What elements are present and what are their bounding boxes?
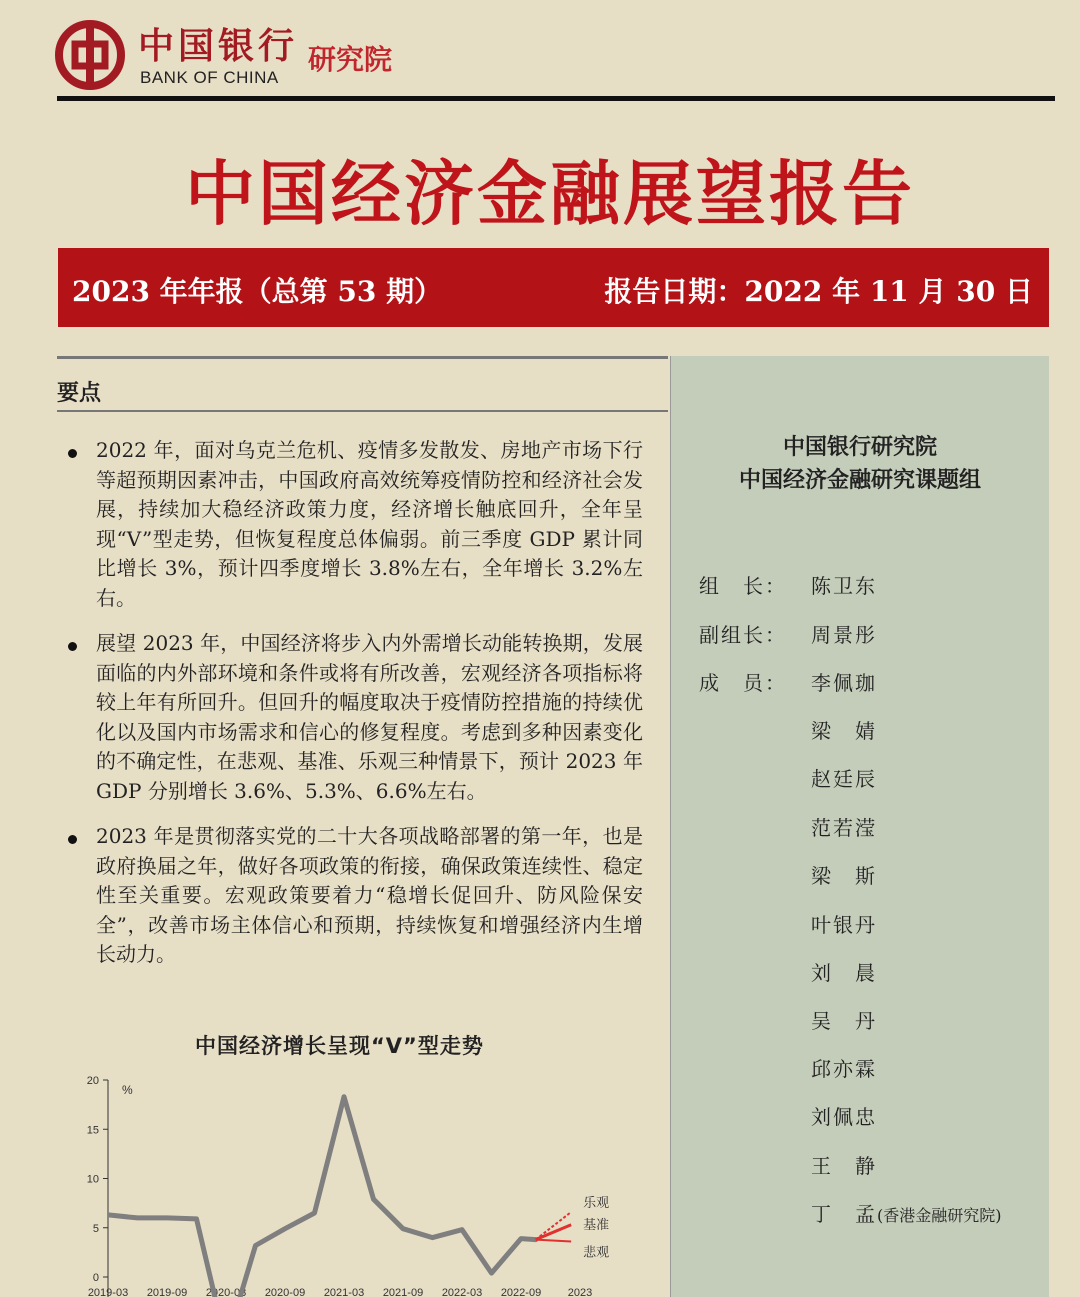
- y-tick-label: 0: [92, 1272, 99, 1284]
- report-date: 报告日期：2022 年 11 月 30 日: [604, 275, 1033, 308]
- member-name: 赵廷辰: [811, 767, 877, 791]
- section-divider-top: [57, 356, 668, 359]
- key-point-text: 展望 2023 年，中国经济将步入内外需增长动能转换期，发展面临的内外部环境和条件或将有所改善，宏观经济各项指标将较上年有所回升。但回升的幅度取决于疫情防控措施的持续优化以及国内市场需求和信心的修复程度。考虑到多种因素变化的不确定性，在悲观、基准、乐观三种情景下，预计 2023 年 GDP 分别增长 3.6%、5.3%、6.6%左右。: [96, 631, 643, 803]
- edition-band: [58, 248, 1049, 327]
- bullet-icon: [68, 642, 77, 651]
- member-name: 梁 斯: [811, 864, 877, 888]
- key-point-item: [68, 629, 643, 806]
- x-tick-label: 2019-09: [146, 1287, 188, 1297]
- role-members: 成 员：: [699, 671, 787, 695]
- y-tick-label: 20: [86, 1075, 99, 1087]
- team-name: 中国经济金融研究课题组: [738, 468, 981, 493]
- logo-chinese-name: 中国银行: [138, 25, 299, 67]
- key-point-text: 2022 年，面对乌克兰危机、疫情多发散发、房地产市场下行等超预期因素冲击，中国政府高效统筹疫情防控和经济社会发展，持续加大稳经济政策力度，经济增长触底回升，全年呈现“V”型走势，但恢复程度总体偏弱。前三季度 GDP 累计同比增长 3%，预计四季度增长 3.8%左右，全年增长 3.2%左右。: [96, 438, 643, 610]
- key-point-item: [68, 822, 643, 970]
- role-deputy: 副组长：: [699, 623, 787, 647]
- member-name: [811, 1198, 1002, 1227]
- y-tick-label: 15: [86, 1124, 99, 1137]
- bullet-icon: [68, 449, 77, 458]
- member-name: 吴 丹: [811, 1009, 877, 1033]
- member-name: 邱亦霖: [811, 1057, 877, 1081]
- member-name: 王 静: [811, 1154, 877, 1178]
- edition-label: 2023 年年报（总第 53 期）: [72, 275, 443, 308]
- x-tick-label: 2023: [567, 1287, 593, 1297]
- x-tick-label: 2019-03: [87, 1287, 129, 1297]
- y-tick-label: 10: [86, 1173, 99, 1186]
- member-name: 梁 婧: [811, 719, 877, 743]
- y-tick-label: 5: [92, 1222, 99, 1235]
- member-name: 李佩珈: [811, 671, 877, 695]
- member-name: 范若滢: [811, 816, 877, 840]
- key-point-text: 2023 年是贯彻落实党的二十大各项战略部署的第一年，也是政府换届之年，做好各项政策的衔接，确保政策连续性、稳定性至关重要。宏观政策要着力“稳增长促回升、防风险保安全”，改善市场主体信心和预期，持续恢复和增强经济内生增长动力。: [96, 824, 643, 966]
- deputy-name: 周景彤: [811, 623, 877, 647]
- gdp-history-line: [108, 1097, 536, 1297]
- section-divider-bottom: [57, 410, 668, 412]
- bullet-icon: [68, 835, 77, 844]
- forecast-line: [536, 1240, 571, 1242]
- y-axis-unit: %: [122, 1083, 133, 1097]
- leader-name: 陈卫东: [811, 574, 877, 598]
- x-tick-label: 2020-03: [205, 1287, 247, 1297]
- logo-english-name: BANK OF CHINA: [140, 68, 279, 87]
- member-affiliation: (香港金融研究院): [877, 1206, 1002, 1225]
- key-points-list: [68, 436, 643, 986]
- member-name-text: 丁 孟: [811, 1202, 877, 1226]
- bank-of-china-logo-icon: [55, 20, 125, 90]
- scenario-label: 悲观: [583, 1245, 610, 1261]
- x-tick-label: 2021-09: [382, 1287, 424, 1297]
- key-points-heading: 要点: [57, 381, 102, 406]
- member-name: 叶银丹: [811, 913, 877, 937]
- header-divider: [57, 96, 1055, 101]
- gdp-growth-chart: [60, 1065, 620, 1297]
- institute-label: 研究院: [308, 43, 393, 76]
- report-title: 中国经济金融展望报告: [185, 153, 915, 235]
- header: [0, 0, 1080, 110]
- key-point-item: [68, 436, 643, 613]
- x-tick-label: 2021-03: [323, 1287, 365, 1297]
- research-team-panel: [670, 356, 1049, 1297]
- scenario-label: 乐观: [583, 1195, 610, 1211]
- x-tick-label: 2022-03: [441, 1287, 483, 1297]
- member-name: 刘 晨: [811, 961, 877, 985]
- org-name: 中国银行研究院: [782, 435, 937, 460]
- scenario-label: 基准: [583, 1217, 610, 1233]
- x-tick-label: 2022-09: [500, 1287, 542, 1297]
- member-name: 刘佩忠: [811, 1105, 877, 1129]
- role-leader: 组 长：: [699, 574, 787, 598]
- x-tick-label: 2020-09: [264, 1287, 306, 1297]
- chart-title: 中国经济增长呈现“V”型走势: [195, 1034, 484, 1058]
